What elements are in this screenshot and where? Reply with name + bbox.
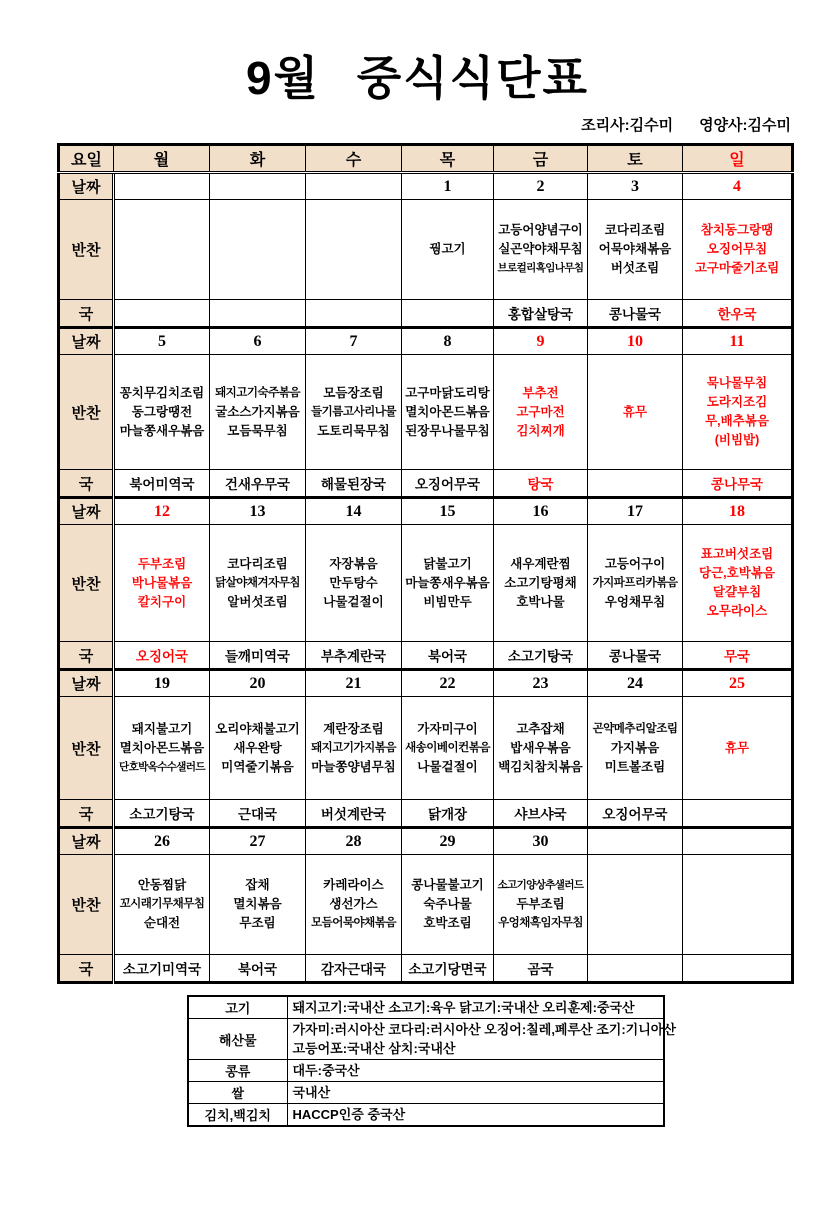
origin-category-label: 해산물 <box>188 1019 287 1060</box>
soup-cell <box>588 955 683 983</box>
origin-row <box>188 1104 664 1127</box>
side-dish-item: 들기름고사리나물 <box>311 405 396 418</box>
soup-cell: 콩나물국 <box>588 642 683 670</box>
origin-value-line: 돼지고기:국내산 소고기:육우 닭고기:국내산 오리훈제:중국산 <box>292 1000 635 1015</box>
date-cell: 3 <box>588 173 683 200</box>
side-dish-item: 김치찌개 <box>516 423 565 438</box>
soup-cell <box>683 800 793 828</box>
side-dish-item: 콩나물불고기 <box>411 878 484 892</box>
side-dish-cell <box>402 525 494 642</box>
soup-cell: 소고기탕국 <box>114 800 210 828</box>
soup-cell: 한우국 <box>683 300 793 328</box>
soup-cell: 소고기당면국 <box>402 955 494 983</box>
side-dish-item: 박나물볶음 <box>131 575 193 590</box>
menu-table-header <box>59 145 793 173</box>
side-dish-item: (비빔밥) <box>714 433 760 447</box>
date-cell <box>114 173 210 200</box>
side-dish-item: 소고기양상추샐러드 <box>497 879 584 891</box>
side-dish-cell <box>210 355 306 470</box>
side-dish-cell <box>494 855 588 955</box>
side-dish-item: 미트볼조림 <box>604 759 666 774</box>
side-dish-item: 굴소스가지볶음 <box>215 404 300 419</box>
side-dish-item: 돼지불고기 <box>131 721 193 736</box>
side-dish-item: 참치동그랑땡 <box>700 223 774 237</box>
side-dish-cell <box>114 697 210 800</box>
origin-value <box>287 1082 664 1104</box>
side-dish-item: 코다리조림 <box>604 223 666 237</box>
side-dish-cell <box>402 855 494 955</box>
origin-value-line: HACCP인증 중국산 <box>292 1107 406 1122</box>
side-dish-item: 우엉채무침 <box>604 594 666 609</box>
side-dish-item: 표고버섯조림 <box>700 547 774 561</box>
menu-table <box>57 143 794 984</box>
soup-cell: 무국 <box>683 642 793 670</box>
soup-cell <box>114 300 210 328</box>
origin-value-line: 가자미:러시아산 코다리:러시아산 오징어:칠레,페루산 조기:기니아산 <box>292 1022 676 1037</box>
side-dish-item: 칼치구이 <box>137 594 187 609</box>
staff-credits <box>57 114 791 135</box>
week-2-soup-row <box>59 470 793 498</box>
date-cell: 8 <box>402 328 494 355</box>
origin-value <box>287 1019 676 1060</box>
week-1-side-row <box>59 200 793 300</box>
date-cell: 27 <box>210 828 306 855</box>
date-cell <box>588 828 683 855</box>
side-dish-item: 호박조림 <box>423 916 472 930</box>
origin-value-line: 고등어포:국내산 삼치:국내산 <box>292 1041 456 1056</box>
side-dish-item: 밥새우볶음 <box>510 740 571 755</box>
side-dish-cell <box>402 200 494 300</box>
side-dish-cell <box>402 355 494 470</box>
week-3-soup-row <box>59 642 793 670</box>
week-3-side-row <box>59 525 793 642</box>
origin-value <box>287 1104 664 1127</box>
cook-credit: 조리사:김수미 <box>581 117 674 134</box>
soup-cell <box>402 300 494 328</box>
side-dish-item: 돼지고기가지볶음 <box>311 741 396 754</box>
side-dish-item: 마늘쫑양념무침 <box>311 759 396 774</box>
soup-cell: 곰국 <box>494 955 588 983</box>
side-dish-item: 고구마닭도리탕 <box>405 385 490 400</box>
week-5-side-row <box>59 855 793 955</box>
date-cell: 17 <box>588 498 683 525</box>
date-cell: 29 <box>402 828 494 855</box>
date-cell: 4 <box>683 173 793 200</box>
origin-value <box>287 1060 664 1082</box>
soup-row-label: 국 <box>59 642 114 670</box>
side-dish-item: 나물겉절이 <box>417 759 478 774</box>
side-dish-item: 미역줄기볶음 <box>221 759 294 774</box>
side-dish-cell <box>210 697 306 800</box>
side-dish-item: 모듬어묵야채볶음 <box>311 917 396 929</box>
soup-cell: 탕국 <box>494 470 588 498</box>
menu-table-body <box>59 173 793 983</box>
side-dish-item: 잡채 <box>245 878 270 892</box>
side-dish-cell <box>114 525 210 642</box>
origin-category-label: 콩류 <box>188 1060 287 1082</box>
side-dish-item: 가지파프리카볶음 <box>592 576 678 589</box>
week-1-date-row <box>59 173 793 200</box>
soup-cell: 근대국 <box>210 800 306 828</box>
side-dish-item: 브로컬리흑임나무침 <box>497 262 584 274</box>
side-dish-cell <box>494 200 588 300</box>
soup-cell: 북어국 <box>210 955 306 983</box>
day-header-2: 화 <box>210 145 306 173</box>
side-dish-item: 계란장조림 <box>323 721 384 736</box>
side-dish-item: 새우계란찜 <box>510 556 571 571</box>
date-row-label: 날짜 <box>59 828 114 855</box>
date-cell: 2 <box>494 173 588 200</box>
side-dish-item: 고추잡채 <box>516 721 565 736</box>
soup-cell: 건새우무국 <box>210 470 306 498</box>
origin-row <box>188 1019 664 1060</box>
side-dish-cell <box>210 200 306 300</box>
origin-value <box>287 996 664 1019</box>
side-dish-item: 돼지고기숙주볶음 <box>215 386 300 399</box>
side-dish-item: 동그랑땡전 <box>131 404 193 419</box>
side-dish-item: 멸치아몬드볶음 <box>119 740 205 755</box>
date-cell: 7 <box>306 328 402 355</box>
side-dish-item: 무,배추볶음 <box>705 414 769 428</box>
side-dish-item: 멸치아몬드볶음 <box>405 404 490 419</box>
side-dish-cell <box>402 697 494 800</box>
side-dish-cell <box>306 697 402 800</box>
origin-row <box>188 1082 664 1104</box>
side-row-label: 반찬 <box>59 855 114 955</box>
day-header-3: 수 <box>306 145 402 173</box>
week-4-side-row <box>59 697 793 800</box>
soup-cell: 북어국 <box>402 642 494 670</box>
soup-cell: 오징어무국 <box>402 470 494 498</box>
soup-cell: 소고기탕국 <box>494 642 588 670</box>
origin-category-label: 쌀 <box>188 1082 287 1104</box>
soup-row-label: 국 <box>59 470 114 498</box>
side-dish-item: 새우완탕 <box>233 740 282 755</box>
side-dish-item: 모듬묵무침 <box>227 423 288 438</box>
side-dish-item: 호박나물 <box>516 594 565 609</box>
side-dish-item: 안동찜닭 <box>137 878 187 892</box>
side-dish-item: 도라지조김 <box>706 395 768 409</box>
date-cell: 18 <box>683 498 793 525</box>
side-dish-item: 부추전 <box>522 385 559 400</box>
day-header-7: 일 <box>683 145 793 173</box>
date-cell: 26 <box>114 828 210 855</box>
side-dish-item: 두부조림 <box>137 556 187 571</box>
side-dish-item: 마늘쫑새우볶음 <box>405 575 490 590</box>
soup-cell: 소고기미역국 <box>114 955 210 983</box>
week-5-soup-row <box>59 955 793 983</box>
side-dish-item: 가지볶음 <box>610 740 660 755</box>
date-cell: 16 <box>494 498 588 525</box>
side-dish-cell <box>683 855 793 955</box>
side-dish-cell <box>588 355 683 470</box>
side-dish-cell <box>306 200 402 300</box>
side-row-label: 반찬 <box>59 697 114 800</box>
soup-row-label: 국 <box>59 955 114 983</box>
side-dish-item: 나물겉절이 <box>323 594 384 609</box>
date-row-label: 날짜 <box>59 498 114 525</box>
side-dish-cell <box>683 200 793 300</box>
date-cell: 10 <box>588 328 683 355</box>
side-dish-item: 고등어양념구이 <box>498 223 583 237</box>
origin-table <box>187 995 676 1127</box>
date-cell: 28 <box>306 828 402 855</box>
week-4-soup-row <box>59 800 793 828</box>
side-dish-cell <box>588 525 683 642</box>
soup-cell: 홍합살탕국 <box>494 300 588 328</box>
soup-cell: 부추계란국 <box>306 642 402 670</box>
side-dish-cell <box>210 855 306 955</box>
soup-cell <box>210 300 306 328</box>
date-cell <box>683 828 793 855</box>
side-row-label: 반찬 <box>59 355 114 470</box>
side-dish-item: 곤약메추리알조림 <box>592 722 678 735</box>
side-dish-item: 새송이베이컨볶음 <box>405 741 490 754</box>
soup-cell <box>683 955 793 983</box>
day-header-row <box>59 145 793 173</box>
side-dish-item: 순대전 <box>143 916 181 930</box>
side-dish-item: 고구마전 <box>516 404 565 419</box>
menu-page <box>0 42 835 1223</box>
side-dish-cell <box>494 525 588 642</box>
side-dish-cell <box>494 697 588 800</box>
side-dish-item: 숙주나물 <box>423 897 472 911</box>
side-dish-cell <box>683 355 793 470</box>
soup-row-label: 국 <box>59 300 114 328</box>
side-dish-item: 비빔만두 <box>423 594 472 609</box>
side-dish-item: 고구마줄기조림 <box>694 261 780 275</box>
date-cell: 1 <box>402 173 494 200</box>
day-header-1: 월 <box>114 145 210 173</box>
side-dish-cell <box>588 855 683 955</box>
date-cell: 22 <box>402 670 494 697</box>
date-cell: 13 <box>210 498 306 525</box>
side-dish-item: 묵나물무침 <box>706 376 768 390</box>
date-cell: 6 <box>210 328 306 355</box>
week-5-date-row <box>59 828 793 855</box>
date-cell: 23 <box>494 670 588 697</box>
week-2-date-row <box>59 328 793 355</box>
date-cell: 20 <box>210 670 306 697</box>
side-dish-item: 소고기탕평채 <box>504 575 577 590</box>
day-header-corner: 요일 <box>59 145 114 173</box>
date-cell: 30 <box>494 828 588 855</box>
side-dish-item: 된장무나물무침 <box>405 423 490 438</box>
side-dish-cell <box>114 200 210 300</box>
soup-cell: 오징어무국 <box>588 800 683 828</box>
date-cell: 14 <box>306 498 402 525</box>
side-dish-item: 버섯조림 <box>610 261 660 275</box>
date-cell: 24 <box>588 670 683 697</box>
soup-cell <box>588 470 683 498</box>
side-dish-cell <box>588 697 683 800</box>
week-4-date-row <box>59 670 793 697</box>
date-cell: 9 <box>494 328 588 355</box>
side-dish-item: 오리야채불고기 <box>215 721 300 736</box>
week-1-soup-row <box>59 300 793 328</box>
date-cell: 25 <box>683 670 793 697</box>
week-2-side-row <box>59 355 793 470</box>
day-header-4: 목 <box>402 145 494 173</box>
date-cell: 5 <box>114 328 210 355</box>
side-dish-item: 우엉채흑임자무침 <box>498 917 583 929</box>
side-dish-item: 알버섯조림 <box>227 594 288 609</box>
side-dish-item: 백김치참치볶음 <box>498 759 583 774</box>
date-cell: 12 <box>114 498 210 525</box>
date-cell: 15 <box>402 498 494 525</box>
origin-category-label: 김치,백김치 <box>188 1104 287 1127</box>
side-dish-item: 모듬장조림 <box>323 385 384 400</box>
side-row-label: 반찬 <box>59 200 114 300</box>
origin-value-line: 대두:중국산 <box>292 1063 360 1078</box>
side-dish-item: 휴무 <box>724 740 750 755</box>
side-dish-cell <box>114 855 210 955</box>
side-dish-cell <box>494 355 588 470</box>
side-dish-cell <box>114 355 210 470</box>
side-dish-cell <box>683 697 793 800</box>
soup-cell: 들깨미역국 <box>210 642 306 670</box>
soup-cell: 오징어국 <box>114 642 210 670</box>
date-cell <box>306 173 402 200</box>
side-dish-item: 생선가스 <box>329 897 378 911</box>
side-dish-item: 꽁치무김치조림 <box>119 385 205 400</box>
day-header-6: 토 <box>588 145 683 173</box>
side-dish-item: 무조림 <box>239 916 276 930</box>
side-dish-item: 코다리조림 <box>227 556 288 571</box>
soup-cell: 버섯계란국 <box>306 800 402 828</box>
week-3-date-row <box>59 498 793 525</box>
side-dish-cell <box>588 200 683 300</box>
origin-row <box>188 996 664 1019</box>
origin-value-line: 국내산 <box>292 1085 331 1100</box>
soup-row-label: 국 <box>59 800 114 828</box>
nutritionist-credit: 영양사:김수미 <box>699 117 791 134</box>
origin-row <box>188 1060 664 1082</box>
side-dish-item: 카레라이스 <box>323 878 384 892</box>
side-dish-item: 오징어무침 <box>706 242 768 256</box>
date-cell: 11 <box>683 328 793 355</box>
side-dish-item: 고등어구이 <box>604 556 666 571</box>
side-dish-item: 어묵야채볶음 <box>598 242 672 256</box>
date-row-label: 날짜 <box>59 328 114 355</box>
soup-cell <box>306 300 402 328</box>
side-dish-item: 도토리묵무침 <box>317 423 390 438</box>
page-title: 9월 중식식단표 <box>246 52 589 104</box>
soup-cell: 북어미역국 <box>114 470 210 498</box>
soup-cell: 감자근대국 <box>306 955 402 983</box>
date-row-label: 날짜 <box>59 670 114 697</box>
side-row-label: 반찬 <box>59 525 114 642</box>
side-dish-item: 휴무 <box>622 404 648 419</box>
side-dish-item: 닭살야채겨자무침 <box>215 576 300 589</box>
soup-cell: 콩나무국 <box>683 470 793 498</box>
side-dish-item: 자장볶음 <box>329 556 378 571</box>
side-dish-item: 오무라이스 <box>706 604 768 618</box>
date-row-label: 날짜 <box>59 173 114 200</box>
side-dish-item: 닭불고기 <box>423 556 472 571</box>
side-dish-cell <box>306 855 402 955</box>
soup-cell: 샤브샤국 <box>494 800 588 828</box>
soup-cell: 닭개장 <box>402 800 494 828</box>
date-cell: 21 <box>306 670 402 697</box>
side-dish-cell <box>306 525 402 642</box>
side-dish-item: 실곤약야채무침 <box>498 242 583 256</box>
origin-category-label: 고기 <box>188 996 287 1019</box>
side-dish-item: 멸치볶음 <box>233 897 282 911</box>
date-cell: 19 <box>114 670 210 697</box>
day-header-5: 금 <box>494 145 588 173</box>
date-cell <box>210 173 306 200</box>
side-dish-cell <box>306 355 402 470</box>
side-dish-item: 꼬시래기무채무침 <box>119 898 205 910</box>
side-dish-item: 만두탕수 <box>329 575 378 590</box>
soup-cell: 콩나물국 <box>588 300 683 328</box>
side-dish-item: 가자미구이 <box>417 721 478 736</box>
side-dish-item: 마늘쫑새우볶음 <box>119 423 205 438</box>
side-dish-cell <box>683 525 793 642</box>
side-dish-item: 달걀부침 <box>712 585 762 599</box>
side-dish-item: 두부조림 <box>516 897 565 911</box>
side-dish-cell <box>210 525 306 642</box>
side-dish-item: 단호박옥수수샐러드 <box>119 760 205 773</box>
side-dish-item: 당근,호박볶음 <box>699 566 775 580</box>
origin-table-body <box>188 996 676 1126</box>
soup-cell: 해물된장국 <box>306 470 402 498</box>
side-dish-item: 꿩고기 <box>429 242 466 256</box>
